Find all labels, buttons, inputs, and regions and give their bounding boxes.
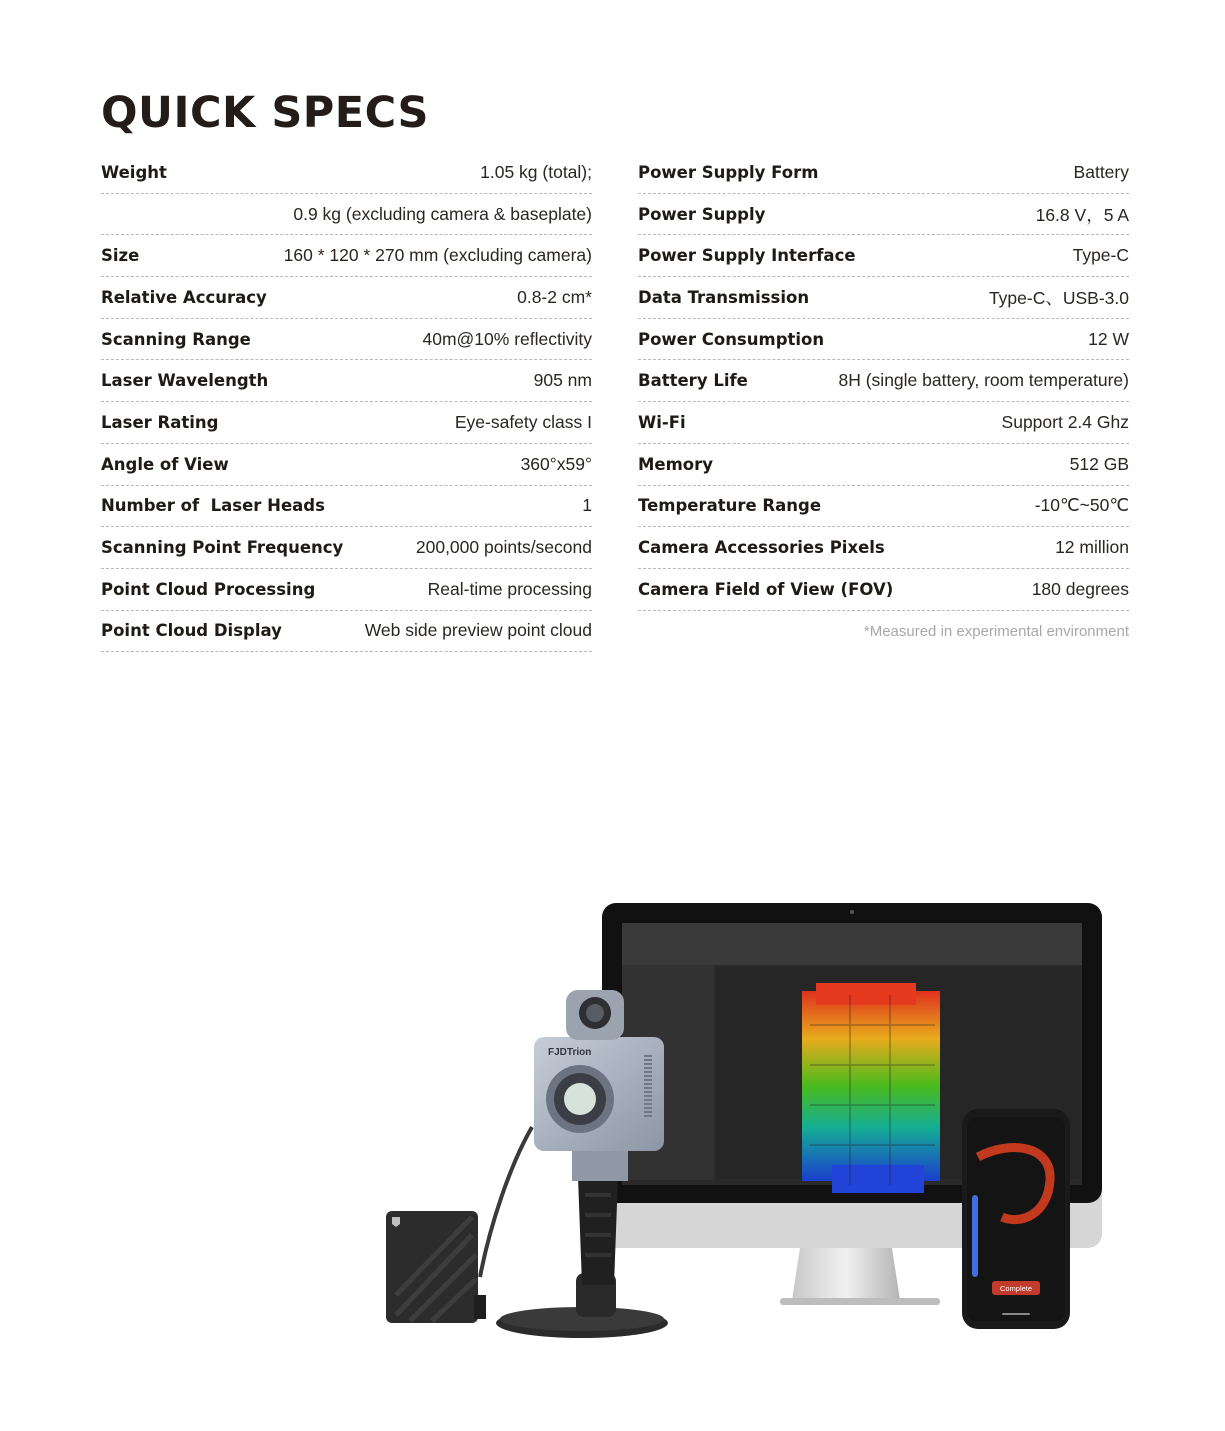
spec-label: Camera Field of View (FOV): [638, 579, 894, 599]
spec-value: Battery: [1073, 161, 1129, 182]
spec-value: 905 nm: [533, 370, 592, 391]
spec-value: 512 GB: [1069, 453, 1129, 474]
spec-label: Scanning Range: [101, 329, 251, 349]
spec-value: Real-time processing: [427, 578, 592, 599]
battery-icon: [386, 1211, 486, 1323]
spec-label: Laser Rating: [101, 412, 219, 432]
spec-row-scanning-range: [101, 319, 592, 361]
spec-value: 8H (single battery, room temperature): [838, 370, 1129, 391]
spec-row-weight-continued: [101, 194, 592, 236]
spec-label: Battery Life: [638, 371, 748, 391]
spec-row-laser-wavelength: [101, 360, 592, 402]
specs-right-column: [638, 152, 1129, 611]
page-title: QUICK SPECS: [101, 88, 429, 138]
spec-value: 0.8-2 cm*: [517, 286, 592, 307]
spec-row-battery-life: [638, 360, 1129, 402]
spec-label: Laser Wavelength: [101, 371, 269, 391]
spec-label: Power Supply: [638, 204, 766, 224]
product-illustration: [380, 895, 1110, 1355]
spec-row-angle-of-view: [101, 444, 592, 486]
spec-value: 200,000 points/second: [415, 537, 592, 558]
spec-label: Point Cloud Processing: [101, 579, 316, 599]
spec-value: 1.05 kg (total);: [480, 161, 592, 182]
spec-value: 180 degrees: [1031, 578, 1129, 599]
phone-complete-button: Complete: [999, 1284, 1033, 1293]
scanner-brand: FJDTrion: [548, 1047, 592, 1058]
spec-row-scanning-point-frequency: [101, 527, 592, 569]
spec-value: 0.9 kg (excluding camera & baseplate): [293, 203, 592, 224]
spec-label: Power Supply Form: [638, 162, 819, 182]
spec-row-laser-rating: [101, 402, 592, 444]
spec-row-memory: [638, 444, 1129, 486]
spec-label: Number of Laser Heads: [101, 496, 325, 516]
spec-row-power-supply-form: [638, 152, 1129, 194]
spec-label: Relative Accuracy: [101, 287, 267, 307]
spec-value: 160 * 120 * 270 mm (excluding camera): [283, 245, 592, 266]
spec-value: Type-C、USB-3.0: [988, 287, 1129, 308]
spec-label: Power Consumption: [638, 329, 825, 349]
spec-row-power-consumption: [638, 319, 1129, 361]
spec-value: Web side preview point cloud: [364, 620, 592, 641]
spec-label: Weight: [101, 162, 167, 182]
spec-label: Angle of View: [101, 454, 229, 474]
spec-row-wifi: [638, 402, 1129, 444]
spec-value: 16.8 V，5 A: [1035, 204, 1129, 225]
spec-label: Size: [101, 246, 140, 266]
spec-value: 12 million: [1055, 537, 1129, 558]
spec-row-camera-fov: [638, 569, 1129, 611]
spec-row-power-supply: [638, 194, 1129, 236]
spec-label: Camera Accessories Pixels: [638, 538, 885, 558]
spec-label: Power Supply Interface: [638, 246, 856, 266]
spec-label: Memory: [638, 454, 714, 474]
spec-label: Temperature Range: [638, 496, 822, 516]
spec-value: Support 2.4 Ghz: [1001, 411, 1129, 432]
phone-icon: [962, 1109, 1070, 1329]
spec-label: Data Transmission: [638, 287, 810, 307]
spec-row-size: [101, 235, 592, 277]
spec-row-point-cloud-processing: [101, 569, 592, 611]
spec-value: -10℃~50℃: [1034, 495, 1129, 516]
spec-row-weight: [101, 152, 592, 194]
specs-left-column: [101, 152, 592, 652]
spec-row-power-supply-interface: [638, 235, 1129, 277]
spec-label: Wi-Fi: [638, 412, 686, 432]
spec-value: Eye-safety class I: [454, 411, 592, 432]
spec-row-temperature-range: [638, 486, 1129, 528]
spec-value: 12 W: [1088, 328, 1129, 349]
spec-value: 1: [582, 495, 592, 516]
spec-value: Type-C: [1072, 245, 1129, 266]
spec-label: Point Cloud Display: [101, 621, 282, 641]
footnote: *Measured in experimental environment: [863, 623, 1129, 640]
spec-label: Scanning Point Frequency: [101, 538, 344, 558]
spec-row-relative-accuracy: [101, 277, 592, 319]
spec-value: 40m@10% reflectivity: [422, 328, 592, 349]
spec-row-data-transmission: [638, 277, 1129, 319]
spec-row-camera-pixels: [638, 527, 1129, 569]
spec-value: 360°x59°: [520, 453, 592, 474]
spec-row-point-cloud-display: [101, 611, 592, 653]
spec-row-laser-heads: [101, 486, 592, 528]
